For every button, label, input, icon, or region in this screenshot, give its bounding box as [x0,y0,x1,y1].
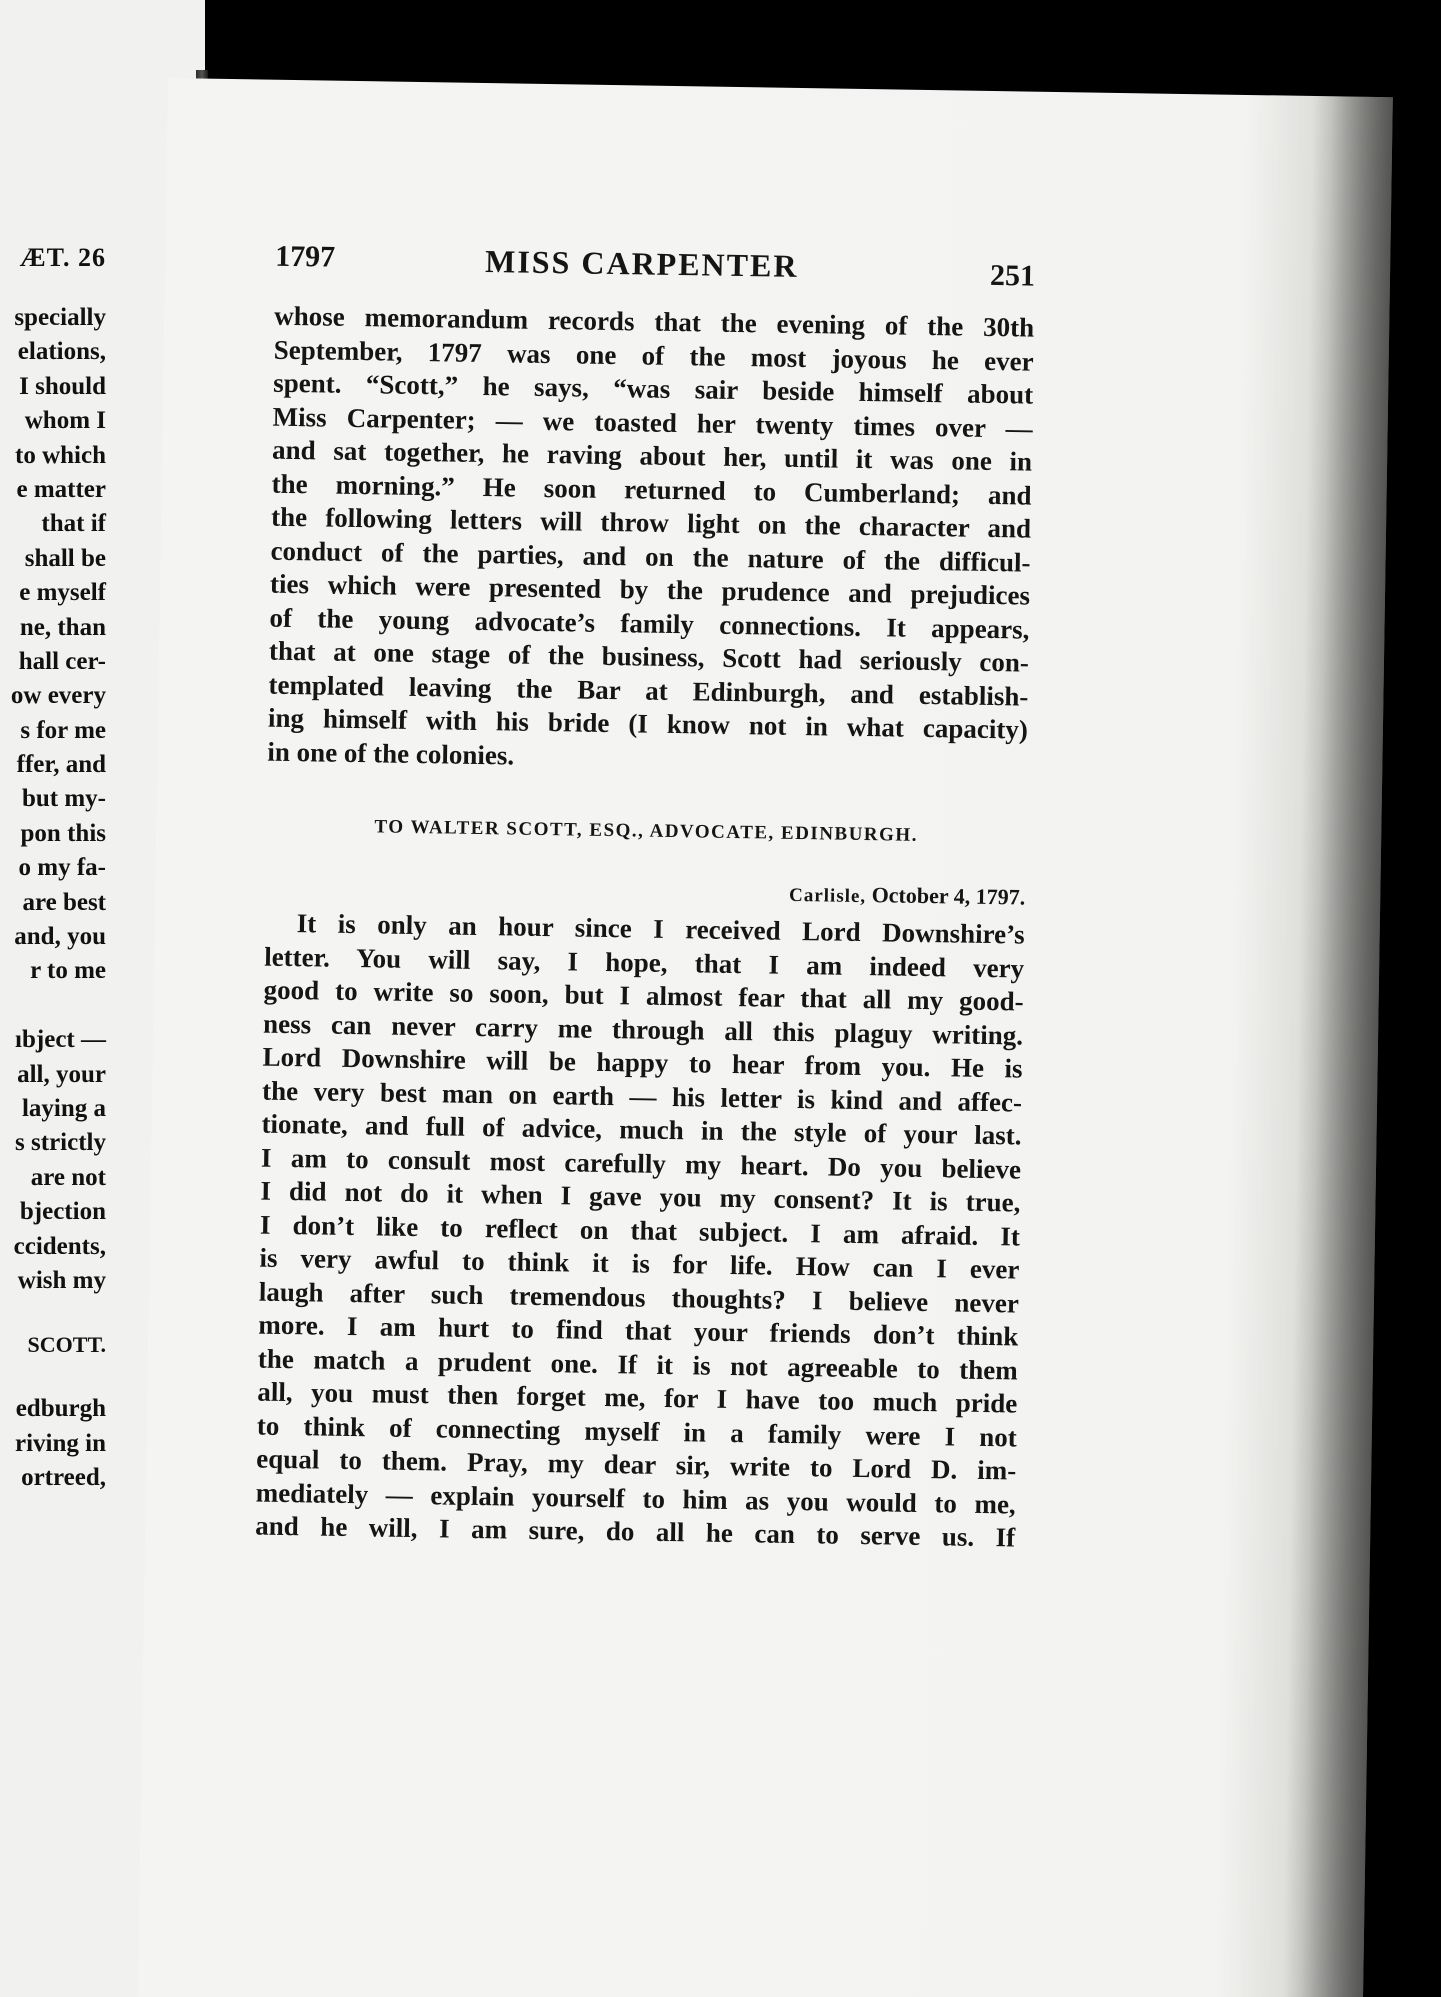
text-line: templated leaving the Bar at Edinburgh, and establish- [268,669,1029,712]
letter-line: the very best man on earth — his letter is kind and affec- [261,1075,1023,1118]
letter-line: letter. You will say, I hope, that I am indeed very [263,941,1025,984]
left-text-line: riving in [15,1429,106,1457]
left-text-line: to which [15,441,106,469]
letter-line: I did not do it when I gave you my consent? It is true, [260,1175,1021,1218]
text-line: conduct of the parties, and on the nature of the difficul- [270,535,1031,578]
letter-heading: TO WALTER SCOTT, ESQ., ADVOCATE, EDINBURGH. [374,816,919,846]
left-text-line: whom I [24,407,106,435]
letter-line: the match a prudent one. If it is not agreeable to them [257,1343,1019,1386]
left-text-line: edburgh [15,1395,106,1423]
left-text-line: ccidents, [13,1232,106,1260]
letter-line: I don’t like to reflect on that subject. I am afraid. It [259,1209,1021,1252]
left-text-line: o my fa- [18,854,106,882]
right-page-text [255,240,1035,1555]
left-signature: SCOTT. [27,1332,106,1358]
narrative-paragraph [267,300,1034,781]
letter-line: I am to consult most carefully my heart. Do you believe [260,1142,1022,1185]
left-text-line: laying a [21,1094,106,1122]
left-text-block-2 [0,1023,106,1298]
left-text-line: r to me [30,957,106,985]
page-number: 251 [989,258,1036,293]
letter-line: tionate, and full of advice, much in the style of your last. [261,1108,1022,1151]
left-text-block-3 [0,1392,106,1495]
text-line: spent. “Scott,” he says, “was sair beside himself about [272,367,1034,410]
letter-line: ness can never carry me through all this plaguy writing. [262,1008,1024,1051]
letter-line: It is only an hour since I received Lord Downshire’s [296,908,1025,950]
left-text-line: are best [22,888,106,916]
left-text-line: pon this [20,819,106,847]
running-head-title: MISS CARPENTER [484,243,799,284]
right-page [138,78,1393,1997]
running-head-year: 1797 [274,239,336,274]
text-line: and sat together, he raving about her, until it was one in [271,434,1033,477]
left-text-line: ortreed, [21,1464,106,1492]
letter-line: more. I am hurt to find that your friends don’t think [258,1309,1019,1352]
left-text-line: all, your [17,1060,106,1088]
letter-body [255,907,1025,1555]
text-line: the morning.” He soon returned to Cumberland; and [271,468,1032,511]
left-text-line: that if [41,510,106,538]
letter-place: Carlisle, [788,884,867,908]
letter-line: good to write so soon, but I almost fear that all my good- [263,974,1024,1017]
text-line: that at one stage of the business, Scott had seriously con- [268,635,1030,678]
left-text-line: but my- [21,785,106,813]
left-text-line: s for me [20,716,106,744]
left-text-line: ıbject — [15,1026,106,1054]
left-text-block-1 [0,301,106,989]
left-text-line: shall be [24,544,106,572]
left-text-line: e myself [19,579,106,607]
text-line: ties which were presented by the prudence and prejudices [269,568,1031,611]
left-text-line: s strictly [15,1129,106,1157]
left-text-line: are not [30,1163,106,1191]
letter-line: to think of connecting myself in a family were I not [256,1410,1017,1452]
text-line: ing himself with his bride (I know not in what capacity) [267,702,1029,745]
left-text-line: e matter [16,475,106,503]
left-gap [0,989,106,1023]
letter-line: all, you must then forget me, for I have too much pride [257,1376,1018,1419]
text-line: the following letters will throw light on the character and [270,501,1032,544]
left-text-line: ow every [10,682,106,710]
left-text-line: specially [14,304,106,331]
text-line: September, 1797 was one of the most joyous he ever [273,334,1034,377]
left-text-line: and, you [14,923,106,951]
running-head [275,240,1036,312]
text-line: in one of the colonies. [267,736,515,771]
left-running-head: ÆT. 26 [19,243,106,272]
left-text-line: I should [19,372,106,400]
letter-line: and he will, I am sure, do all he can to serve us. If [255,1510,1016,1553]
letter-line: laugh after such tremendous thoughts? I believe never [258,1276,1020,1319]
left-text-line: elations, [17,338,106,366]
left-text-line: bjection [19,1198,106,1226]
letter-line: Lord Downshire will be happy to hear from you. He is [262,1041,1023,1084]
text-line: whose memorandum records that the evening of the 30th [274,300,1035,343]
letter-line: is very awful to think it is for life. How can I ever [259,1242,1020,1285]
left-text-line: hall cer- [18,647,106,675]
left-text-line: wish my [17,1266,106,1294]
letter-line: mediately — explain yourself to him as you would to me, [255,1477,1016,1519]
text-line: Miss Carpenter; — we toasted her twenty times over — [272,401,1033,444]
left-text-line: ffer, and [16,751,106,779]
letter-date: October 4, 1797. [871,882,1026,910]
left-page-text [0,243,106,1496]
left-text-line: ne, than [19,613,106,641]
text-line: of the young advocate’s family connections. It appears, [269,602,1030,645]
letter-line: equal to them. Pray, my dear sir, write to Lord D. im- [256,1443,1017,1486]
